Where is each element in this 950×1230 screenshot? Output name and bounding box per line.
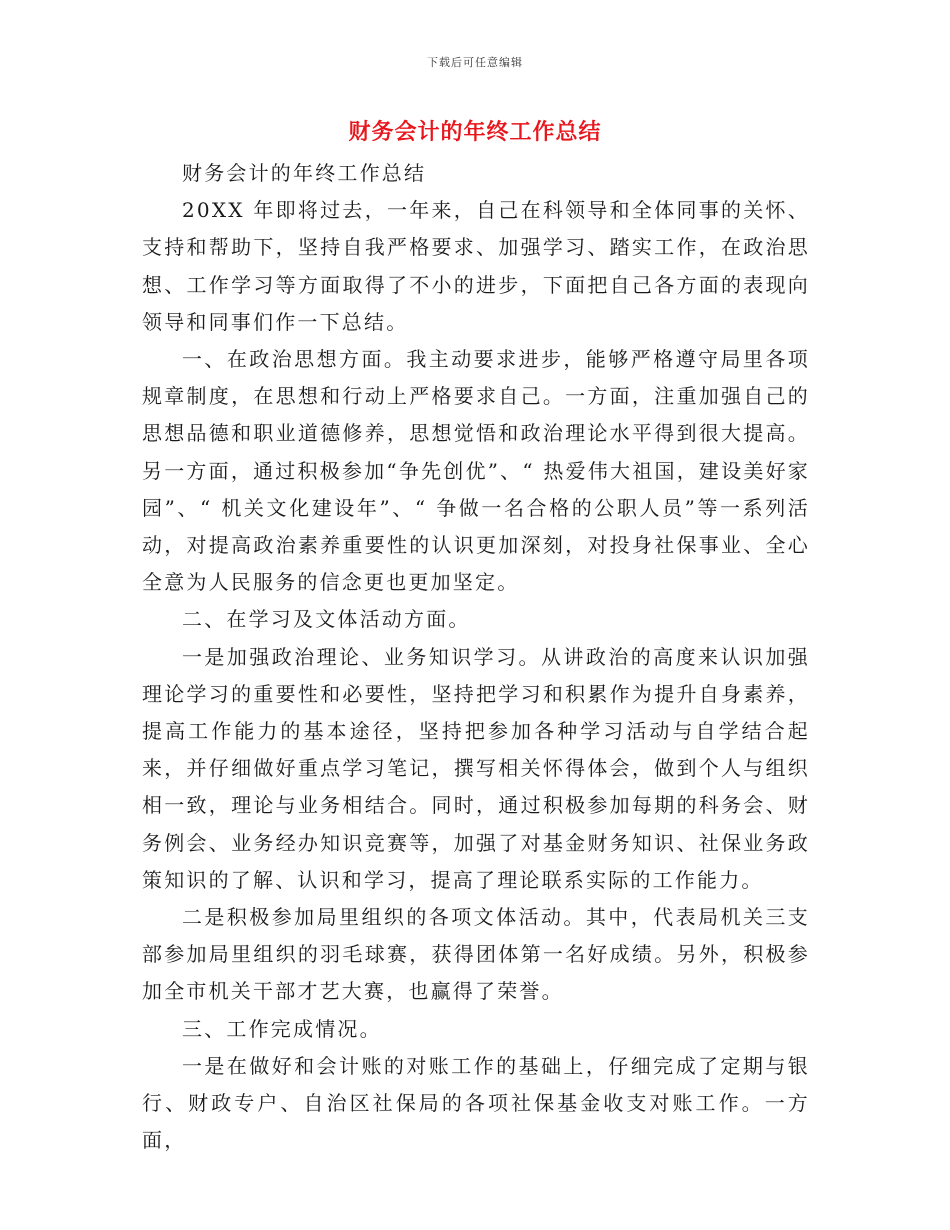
section-heading-work: 三、工作完成情况。 xyxy=(182,1016,382,1041)
section-heading-study: 二、在学习及文体活动方面。 xyxy=(182,607,471,632)
paragraph-subtitle: 财务会计的年终工作总结 xyxy=(182,161,427,185)
paragraph-study: 一是加强政治理论、业务知识学习。从讲政治的高度来认识加强理论学习的重要性和必要性，坚持把学习和积累作为提升自身素养，提高工作能力的基本途径，坚持把参加各种学习活动与自学结合起来，并仔细做好重点学习笔记，撰写相关怀得体会，做到个人与组织相一致，理论与业务相结合。同时，通过积极参加每期的科务会、财务例会、业务经办知识竞赛等，加强了对基金财务知识、社保业务政策知识的了解、认识和学习，提高了理论联系实际的工作能力。 xyxy=(142,644,810,892)
document-title: 财务会计的年终工作总结 xyxy=(348,120,602,145)
paragraph-work: 一是在做好和会计账的对账工作的基础上，仔细完成了定期与银行、财政专户、自治区社保局的各项社保基金收支对账工作。一方面， xyxy=(142,1053,810,1153)
document-body xyxy=(142,155,810,1159)
header-note: 下载后可任意编辑 xyxy=(427,56,523,69)
paragraph-intro: 20XX 年即将过去，一年来，自己在科领导和全体同事的关怀、支持和帮助下，坚持自我严格要求、加强学习、踏实工作，在政治思想、工作学习等方面取得了不小的进步，下面把自己各方面的表现向领导和同事们作一下总结。 xyxy=(142,198,810,334)
paragraph-activities: 二是积极参加局里组织的各项文体活动。其中，代表局机关三支部参加局里组织的羽毛球赛，获得团体第一名好成绩。另外，积极参加全市机关干部才艺大赛，也赢得了荣誉。 xyxy=(142,905,810,1004)
paragraph-political-thought: 一、在政治思想方面。我主动要求进步，能够严格遵守局里各项规章制度，在思想和行动上严格要求自己。一方面，注重加强自己的思想品德和职业道德修养，思想觉悟和政治理论水平得到很大提高。另一方面，通过积极参加“争先创优”、“ 热爱伟大祖国，建设美好家园”、“ 机关文化建设年”、“ 争做一名合格的公职人员”等一系列活动，对提高政治素养重要性的认识更加深刻，对投身社保事业、全心全意为人民服务的信念更也更加坚定。 xyxy=(142,347,810,595)
